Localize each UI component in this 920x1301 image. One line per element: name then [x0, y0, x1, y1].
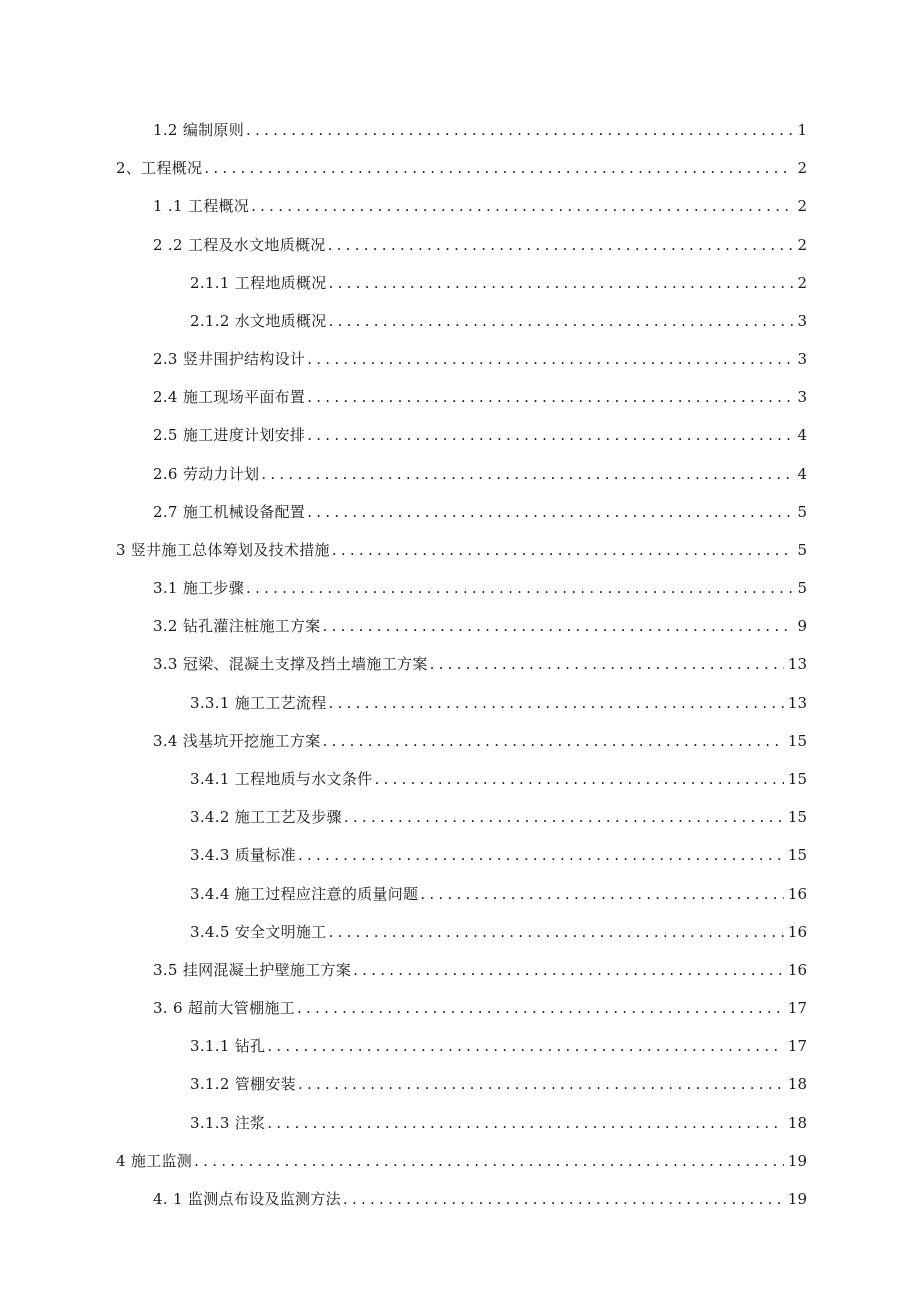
toc-entry-page-number: 4: [797, 464, 807, 483]
toc-entry-page-number: 16: [787, 922, 807, 941]
toc-entry[interactable]: [0, 684, 920, 722]
toc-entry[interactable]: [0, 874, 920, 912]
toc-entry-title: 3.5 挂网混凝土护壁施工方案: [153, 960, 352, 979]
toc-dot-leader: [307, 425, 793, 445]
toc-entry-title: 2.1.2 水文地质概况: [190, 311, 327, 330]
toc-entry-page-number: 18: [787, 1113, 807, 1132]
toc-entry-page-number: 19: [787, 1151, 807, 1170]
toc-dot-leader: [307, 502, 793, 522]
toc-entry[interactable]: [0, 760, 920, 798]
toc-entry-title: 3. 6 超前大管棚施工: [153, 999, 295, 1018]
toc-entry-title: 2.6 劳动力计划: [153, 464, 260, 483]
toc-entry-title: 3.3.1 施工工艺流程: [190, 693, 327, 712]
toc-entry[interactable]: [0, 569, 920, 607]
toc-dot-leader: [329, 311, 794, 331]
toc-dot-leader: [329, 693, 784, 713]
toc-dot-leader: [329, 922, 784, 942]
toc-entry[interactable]: [0, 264, 920, 302]
toc-dot-leader: [344, 807, 784, 827]
toc-dot-leader: [323, 616, 794, 636]
toc-entry-page-number: 13: [787, 655, 807, 674]
toc-dot-leader: [329, 273, 794, 293]
toc-entry-title: 2.7 施工机械设备配置: [153, 502, 306, 521]
toc-dot-leader: [246, 578, 793, 598]
toc-entry[interactable]: [0, 1142, 920, 1180]
toc-entry[interactable]: [0, 226, 920, 264]
toc-entry-title: 2 .2 工程及水文地质概况: [153, 235, 326, 254]
toc-entry-page-number: 2: [797, 159, 807, 178]
toc-entry-title: 3.1 施工步骤: [153, 579, 245, 598]
toc-entry-page-number: 16: [787, 960, 807, 979]
toc-entry[interactable]: [0, 836, 920, 874]
toc-entry-page-number: 5: [797, 540, 807, 559]
toc-dot-leader: [261, 464, 793, 484]
toc-dot-leader: [323, 731, 784, 751]
toc-dot-leader: [420, 884, 784, 904]
toc-entry-page-number: 19: [787, 1189, 807, 1208]
toc-entry[interactable]: [0, 149, 920, 187]
toc-entry-title: 1 .1 工程概况: [153, 197, 250, 216]
toc-dot-leader: [328, 235, 794, 255]
toc-dot-leader: [246, 120, 793, 140]
toc-entry-page-number: 15: [787, 770, 807, 788]
toc-entry[interactable]: [0, 951, 920, 989]
toc-dot-leader: [297, 998, 784, 1018]
toc-dot-leader: [267, 1113, 784, 1133]
toc-entry-page-number: 17: [787, 1037, 807, 1056]
toc-entry-page-number: 15: [787, 846, 807, 865]
toc-entry[interactable]: [0, 722, 920, 760]
toc-dot-leader: [332, 540, 794, 560]
toc-entry-page-number: 5: [797, 502, 807, 521]
toc-dot-leader: [204, 158, 793, 178]
toc-entry-page-number: 3: [797, 311, 807, 330]
toc-entry-page-number: 15: [787, 731, 807, 750]
toc-entry-page-number: 5: [797, 579, 807, 598]
toc-entry[interactable]: [0, 1103, 920, 1141]
toc-dot-leader: [430, 654, 784, 674]
toc-entry[interactable]: [0, 1027, 920, 1065]
toc-entry-page-number: 15: [787, 808, 807, 827]
toc-entry-page-number: 2: [797, 197, 807, 216]
toc-dot-leader: [307, 349, 793, 369]
toc-entry-page-number: 17: [787, 999, 807, 1018]
toc-entry-page-number: 1: [797, 121, 807, 140]
toc-entry-page-number: 13: [787, 693, 807, 712]
toc-entry[interactable]: [0, 1065, 920, 1103]
toc-entry-page-number: 18: [787, 1075, 807, 1094]
toc-dot-leader: [194, 1151, 784, 1171]
toc-entry-page-number: 3: [797, 350, 807, 369]
toc-entry[interactable]: [0, 455, 920, 493]
toc-entry-title: 1.2 编制原则: [153, 121, 245, 140]
toc-entry-title: 3.4.1 工程地质与水文条件: [190, 770, 373, 788]
toc-entry-page-number: 16: [787, 884, 807, 903]
toc-entry[interactable]: [0, 416, 920, 454]
toc-entry-title: 3.1.1 钻孔: [190, 1037, 266, 1056]
toc-entry[interactable]: [0, 302, 920, 340]
toc-entry-title: 2、工程概况: [116, 159, 203, 178]
toc-entry-title: 3.4.2 施工工艺及步骤: [190, 808, 342, 827]
toc-entry-page-number: 4: [797, 426, 807, 445]
toc-dot-leader: [353, 960, 784, 980]
toc-entry-title: 2.5 施工进度计划安排: [153, 426, 306, 445]
toc-entry[interactable]: [0, 111, 920, 149]
toc-dot-leader: [251, 196, 793, 216]
toc-entry-title: 2.4 施工现场平面布置: [153, 388, 306, 407]
toc-entry[interactable]: [0, 798, 920, 836]
toc-dot-leader: [343, 1189, 784, 1209]
toc-entry[interactable]: [0, 1180, 920, 1218]
toc-entry-page-number: 2: [797, 273, 807, 292]
toc-entry[interactable]: [0, 645, 920, 683]
toc-entry-title: 3.1.2 管棚安装: [190, 1075, 296, 1094]
toc-entry-title: 2.3 竖井围护结构设计: [153, 350, 306, 369]
toc-entry-page-number: 3: [797, 388, 807, 407]
toc-entry-title: 4. 1 监测点布设及监测方法: [153, 1189, 341, 1208]
toc-entry-page-number: 2: [797, 235, 807, 254]
toc-entry-title: 3.2 钻孔灌注桩施工方案: [153, 617, 321, 636]
toc-entry-title: 3.4 浅基坑开挖施工方案: [153, 731, 321, 750]
toc-dot-leader: [307, 387, 793, 407]
toc-entry-title: 3.1.3 注浆: [190, 1113, 266, 1132]
toc-entry[interactable]: [0, 607, 920, 645]
toc-dot-leader: [374, 769, 783, 789]
toc-entry[interactable]: [0, 493, 920, 531]
toc-entry-title: 2.1.1 工程地质概况: [190, 273, 327, 292]
toc-entry[interactable]: [0, 989, 920, 1027]
toc-dot-leader: [298, 845, 784, 865]
toc-entry-title: 3.3 冠梁、混凝土支撑及挡土墙施工方案: [153, 655, 428, 674]
table-of-contents: [0, 111, 920, 1218]
toc-entry-page-number: 9: [797, 617, 807, 636]
toc-entry[interactable]: [0, 913, 920, 951]
toc-entry-title: 3 竖井施工总体筹划及技术措施: [116, 540, 330, 559]
toc-entry[interactable]: [0, 187, 920, 225]
toc-entry[interactable]: [0, 340, 920, 378]
toc-entry[interactable]: [0, 378, 920, 416]
toc-entry-title: 3.4.4 施工过程应注意的质量问题: [190, 884, 419, 903]
toc-entry[interactable]: [0, 531, 920, 569]
toc-dot-leader: [267, 1036, 784, 1056]
toc-entry-title: 4 施工监测: [116, 1151, 193, 1170]
toc-entry-title: 3.4.5 安全文明施工: [190, 922, 327, 941]
toc-dot-leader: [298, 1074, 784, 1094]
toc-entry-title: 3.4.3 质量标准: [190, 846, 296, 865]
